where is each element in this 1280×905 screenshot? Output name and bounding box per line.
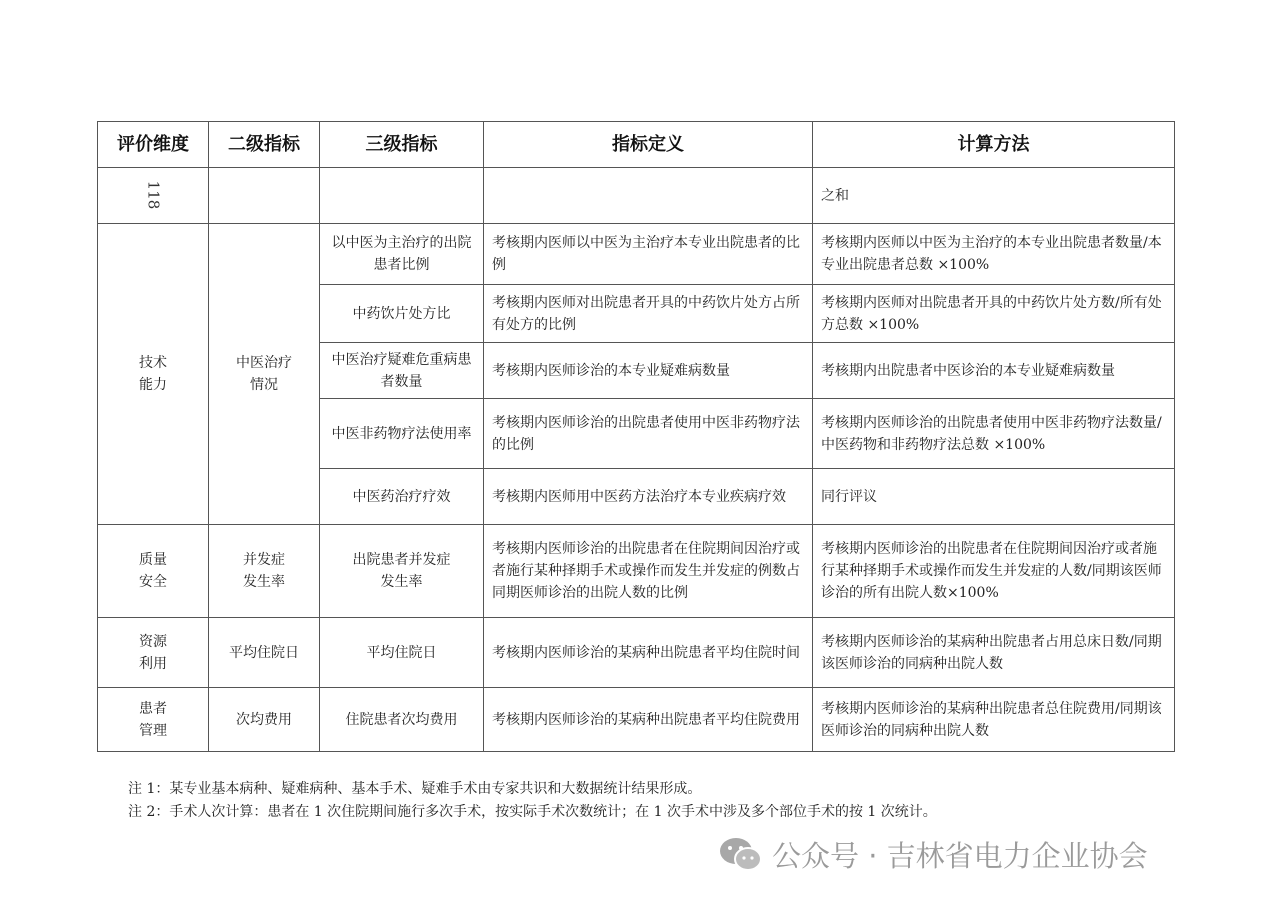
table-row bbox=[98, 224, 1175, 285]
definition-cell: 考核期内医师诊治的某病种出院患者平均住院时间 bbox=[484, 618, 813, 688]
level2-cell: 中医治疗 情况 bbox=[209, 224, 320, 525]
definition-cell: 考核期内医师诊治的某病种出院患者平均住院费用 bbox=[484, 688, 813, 752]
dimension-cell: 患者 管理 bbox=[98, 688, 209, 752]
header-dimension: 评价维度 bbox=[98, 122, 209, 168]
calculation-cell: 考核期内出院患者中医诊治的本专业疑难病数量 bbox=[813, 343, 1175, 399]
calculation-cell: 同行评议 bbox=[813, 469, 1175, 525]
page-number: 118 bbox=[143, 180, 162, 209]
definition-cell: 考核期内医师诊治的出院患者使用中医非药物疗法的比例 bbox=[484, 399, 813, 469]
table-row bbox=[98, 618, 1175, 688]
level2-cell: 次均费用 bbox=[209, 688, 320, 752]
table-row bbox=[98, 525, 1175, 618]
header-calculation: 计算方法 bbox=[813, 122, 1175, 168]
level2-cell: 并发症 发生率 bbox=[209, 525, 320, 618]
level3-cell: 中药饮片处方比 bbox=[320, 285, 484, 343]
level3-cell: 以中医为主治疗的出院患者比例 bbox=[320, 224, 484, 285]
wechat-icon bbox=[718, 834, 764, 874]
header-row bbox=[98, 122, 1175, 168]
watermark bbox=[718, 834, 1148, 874]
level3-cell: 中医药治疗疗效 bbox=[320, 469, 484, 525]
level2-cell: 平均住院日 bbox=[209, 618, 320, 688]
level3-cell: 出院患者并发症 发生率 bbox=[320, 525, 484, 618]
calculation-cell: 考核期内医师以中医为主治疗的本专业出院患者数量/本专业出院患者总数 ×100% bbox=[813, 224, 1175, 285]
watermark-text: 公众号 · 吉林省电力企业协会 bbox=[772, 838, 1148, 873]
continuation-row bbox=[98, 168, 1175, 224]
dimension-cell: 资源 利用 bbox=[98, 618, 209, 688]
header-level2: 二级指标 bbox=[209, 122, 320, 168]
definition-cell: 考核期内医师对出院患者开具的中药饮片处方占所有处方的比例 bbox=[484, 285, 813, 343]
level3-cell: 中医治疗疑难危重病患者数量 bbox=[320, 343, 484, 399]
level3-cell: 平均住院日 bbox=[320, 618, 484, 688]
continuation-text: 之和 bbox=[813, 168, 1175, 224]
definition-cell: 考核期内医师诊治的本专业疑难病数量 bbox=[484, 343, 813, 399]
table-row bbox=[98, 688, 1175, 752]
metrics-table bbox=[97, 121, 1175, 752]
level3-cell: 中医非药物疗法使用率 bbox=[320, 399, 484, 469]
footnotes bbox=[128, 778, 937, 824]
definition-cell: 考核期内医师诊治的出院患者在住院期间因治疗或者施行某种择期手术或操作而发生并发症的例数占同期医师诊治的出院人数的比例 bbox=[484, 525, 813, 618]
dimension-cell: 技术 能力 bbox=[98, 224, 209, 525]
calculation-cell: 考核期内医师诊治的某病种出院患者占用总床日数/同期该医师诊治的同病种出院人数 bbox=[813, 618, 1175, 688]
level3-cell: 住院患者次均费用 bbox=[320, 688, 484, 752]
footnote-1: 注 1：某专业基本病种、疑难病种、基本手术、疑难手术由专家共识和大数据统计结果形成。 bbox=[128, 781, 702, 797]
calculation-cell: 考核期内医师诊治的出院患者使用中医非药物疗法数量/中医药物和非药物疗法总数 ×100% bbox=[813, 399, 1175, 469]
definition-cell: 考核期内医师以中医为主治疗本专业出院患者的比例 bbox=[484, 224, 813, 285]
calculation-cell: 考核期内医师对出院患者开具的中药饮片处方数/所有处方总数 ×100% bbox=[813, 285, 1175, 343]
header-level3: 三级指标 bbox=[320, 122, 484, 168]
definition-cell: 考核期内医师用中医药方法治疗本专业疾病疗效 bbox=[484, 469, 813, 525]
calculation-cell: 考核期内医师诊治的某病种出院患者总住院费用/同期该医师诊治的同病种出院人数 bbox=[813, 688, 1175, 752]
header-definition: 指标定义 bbox=[484, 122, 813, 168]
dimension-cell: 质量 安全 bbox=[98, 525, 209, 618]
calculation-cell: 考核期内医师诊治的出院患者在住院期间因治疗或者施行某种择期手术或操作而发生并发症的人数/同期该医师诊治的所有出院人数×100% bbox=[813, 525, 1175, 618]
footnote-2: 注 2：手术人次计算：患者在 1 次住院期间施行多次手术，按实际手术次数统计；在 1 次手术中涉及多个部位手术的按 1 次统计。 bbox=[128, 804, 937, 820]
